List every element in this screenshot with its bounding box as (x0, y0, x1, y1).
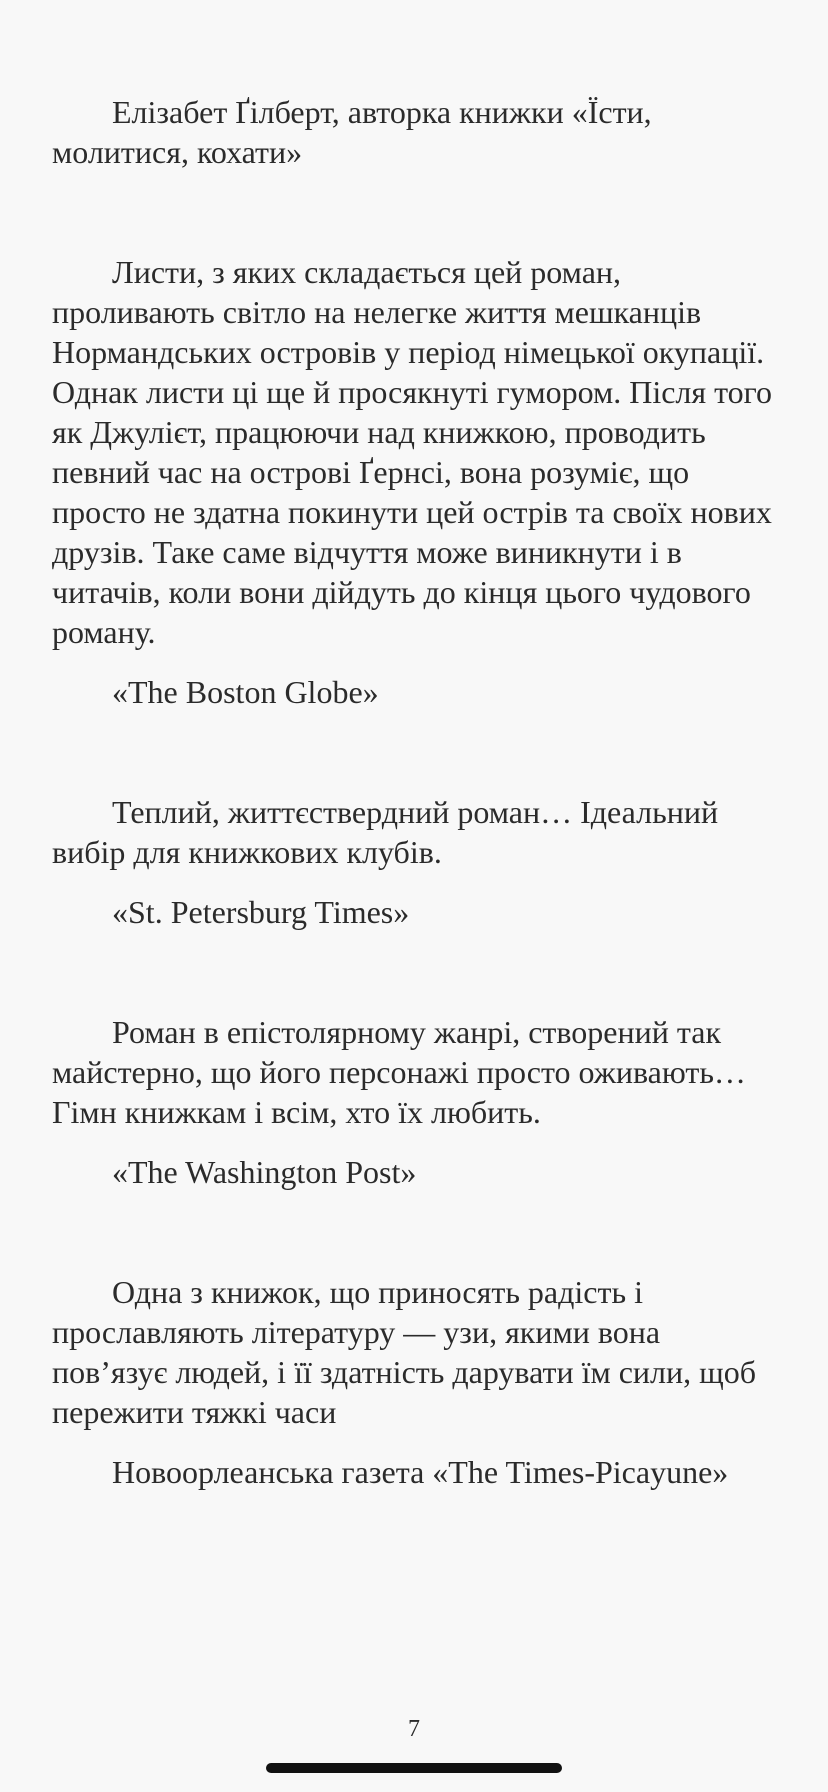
review-attribution-gilbert: Елізабет Ґілберт, авторка книжки «Їсти, молитися, кохати» (52, 94, 652, 170)
paragraph-spacer (52, 172, 782, 252)
review-source-times-picayune: Новоорлеанська газета «The Times-Picayune» (112, 1454, 729, 1490)
paragraph-spacer (52, 1132, 782, 1152)
page-number: 7 (408, 1716, 420, 1742)
page-content (52, 92, 782, 1492)
review-source-washington-post: «The Washington Post» (112, 1154, 417, 1190)
paragraph-spacer (52, 1432, 782, 1452)
paragraph-spacer (52, 872, 782, 892)
paragraph-spacer (52, 1192, 782, 1272)
paragraph-spacer (52, 932, 782, 1012)
review-quote-boston-globe: Листи, з яких складається цей роман, проливають світло на нелегке життя мешканців Нормандських островів у період німецької окупації. Однак листи ці ще й просякнуті гумором. Після того як Джулієт, працюючи над книжкою, проводить певний час на острові Ґернсі, вона розуміє, що просто не здатна покинути цей острів та своїх нових друзів. Таке саме відчуття може виникнути і в читачів, коли вони дійдуть до кінця цього чудового роману. (52, 254, 772, 650)
review-quote-st-petersburg-times: Теплий, життєствердний роман… Ідеальний вибір для книжкових клубів. (52, 794, 719, 870)
review-quote-times-picayune: Одна з книжок, що приносять радість і прославляють літературу — узи, якими вона пов’язує людей, і її здатність дарувати їм сили, щоб пережити тяжкі часи (52, 1274, 757, 1430)
home-indicator[interactable] (266, 1763, 562, 1773)
review-quote-washington-post: Роман в епістолярному жанрі, створений так майстерно, що його персонажі просто оживають… Гімн книжкам і всім, хто їх любить. (52, 1014, 746, 1130)
review-source-boston-globe: «The Boston Globe» (112, 674, 379, 710)
paragraph-spacer (52, 712, 782, 792)
paragraph-spacer (52, 652, 782, 672)
review-source-st-petersburg-times: «St. Petersburg Times» (112, 894, 410, 930)
